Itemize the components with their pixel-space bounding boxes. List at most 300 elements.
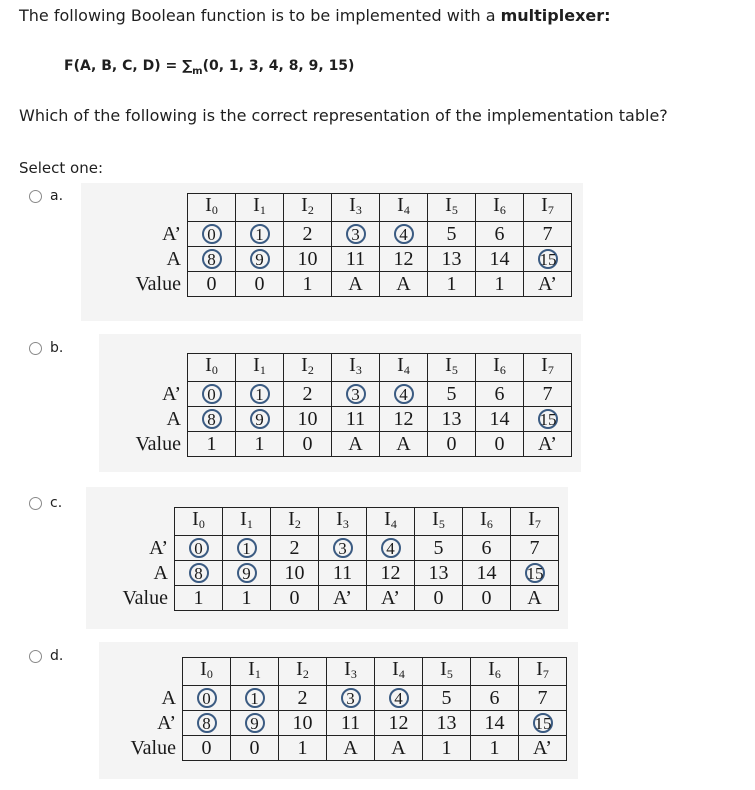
radio-button[interactable] [29,190,42,203]
table-cell [332,247,380,272]
circled-minterm: 4 [389,688,409,708]
implementation-table [107,193,572,297]
circled-minterm: 9 [250,409,270,429]
header-index: 1 [259,363,266,377]
row-label: Value [130,737,176,759]
table-cell [519,711,567,736]
table-cell [279,711,327,736]
table-cell [284,247,332,272]
table-cell [319,586,367,611]
column-header [188,354,236,382]
header-letter: I [384,508,391,530]
column-header [332,194,380,222]
table-cell [476,407,524,432]
function-lhs: F(A, B, C, D) = ∑ [64,58,193,74]
header-letter: I [445,194,452,216]
header-index: 7 [542,667,549,681]
cell-value: 1 [441,737,452,759]
table-cell [423,711,471,736]
table-cell [327,736,375,761]
cell-value: 0 [254,273,265,295]
header-letter: I [205,354,212,376]
column-header [236,194,284,222]
circled-minterm: 8 [197,713,217,733]
table-cell [332,432,380,457]
row-label: A [166,248,181,270]
cell-value: 1 [446,273,457,295]
column-header [471,658,519,686]
header-index: 0 [211,203,218,217]
cell-value: A [391,737,406,759]
row-label: A’ [162,383,181,405]
header-letter: I [493,194,500,216]
table-cell [524,382,572,407]
header-letter: I [536,658,543,680]
header-letter: I [240,508,247,530]
table-cell [319,561,367,586]
column-header [524,354,572,382]
cell-value: A [343,737,358,759]
implementation-table [94,507,559,611]
header-letter: I [336,508,343,530]
header-letter: I [301,354,308,376]
header-letter: I [301,194,308,216]
cell-value: 14 [489,248,510,270]
table-cell [524,247,572,272]
cell-value: 10 [297,408,318,430]
header-letter: I [349,194,356,216]
table-cell [380,247,428,272]
column-header [423,658,471,686]
header-letter: I [445,354,452,376]
column-header [188,194,236,222]
cell-value: 6 [494,223,505,245]
column-header [236,354,284,382]
cell-value: 12 [380,562,401,584]
header-index: 6 [499,363,506,377]
table-cell [175,561,223,586]
cell-value: 12 [388,712,409,734]
header-letter: I [192,508,199,530]
cell-value: 10 [297,248,318,270]
value-row [102,736,567,761]
header-index: 0 [211,363,218,377]
table-cell [332,382,380,407]
table-cell [476,382,524,407]
header-index: 5 [438,517,445,531]
table-cell [231,711,279,736]
cell-value: 14 [476,562,497,584]
header-index: 0 [198,517,205,531]
cell-value: 0 [201,737,212,759]
circled-minterm: 15 [539,410,557,429]
header-letter: I [541,354,548,376]
boolean-function [64,58,354,77]
cell-value: 7 [542,223,553,245]
header-row [107,194,572,222]
column-header [284,194,332,222]
table-cell [511,561,559,586]
option-a[interactable] [29,188,63,204]
circled-minterm: 3 [346,384,366,404]
table-cell [188,407,236,432]
header-letter: I [397,194,404,216]
table-cell [231,686,279,711]
table-cell [471,686,519,711]
function-subscript: m [192,65,203,77]
cell-value: 13 [436,712,457,734]
table-cell [519,686,567,711]
table-cell [428,432,476,457]
cell-value: 2 [297,687,308,709]
table-cell [463,586,511,611]
minterm-row-2 [107,247,572,272]
header-index: 6 [494,667,501,681]
header-letter: I [205,194,212,216]
minterm-row-1 [102,686,567,711]
table-cell [367,586,415,611]
cell-value: 6 [494,383,505,405]
column-header [428,354,476,382]
row-label: A’ [162,223,181,245]
column-header [380,194,428,222]
table-cell [223,586,271,611]
circled-minterm: 9 [250,249,270,269]
option-letter: b. [50,340,64,356]
column-header [524,194,572,222]
cell-value: A [396,433,411,455]
cell-value: 0 [433,587,444,609]
header-index: 5 [451,203,458,217]
table-cell [332,407,380,432]
radio-button[interactable] [29,650,42,663]
table-cell [188,222,236,247]
column-header [175,508,223,536]
table-cell [428,407,476,432]
table-cell [332,272,380,297]
column-header [319,508,367,536]
cell-value: 13 [441,248,462,270]
header-index: 6 [499,203,506,217]
circled-minterm: 9 [245,713,265,733]
table-cell [524,432,572,457]
header-index: 3 [355,203,362,217]
table-cell [175,536,223,561]
header-index: 0 [206,667,213,681]
table-cell [367,561,415,586]
cell-value: 12 [393,408,414,430]
table-cell [236,382,284,407]
radio-button[interactable] [29,497,42,510]
header-index: 2 [302,667,309,681]
cell-value: A’ [381,587,400,609]
cell-value: 6 [481,537,492,559]
column-header [271,508,319,536]
cell-value: 13 [441,408,462,430]
minterm-row-2 [94,561,559,586]
table-cell [476,222,524,247]
cell-value: 11 [345,248,366,270]
minterm-row-1 [94,536,559,561]
header-index: 3 [342,517,349,531]
circled-minterm: 8 [202,249,222,269]
header-index: 3 [350,667,357,681]
value-row [107,272,572,297]
table-cell [236,432,284,457]
cell-value: 12 [393,248,414,270]
table-cell [476,432,524,457]
header-row [94,508,559,536]
table-cell [284,407,332,432]
cell-value: 7 [529,537,540,559]
cell-value: 1 [302,273,313,295]
column-header [428,194,476,222]
circled-minterm: 1 [245,688,265,708]
header-letter: I [480,508,487,530]
table-cell [375,686,423,711]
table-cell [231,736,279,761]
cell-value: 10 [292,712,313,734]
cell-value: A’ [538,273,557,295]
header-letter: I [440,658,447,680]
table-cell [415,536,463,561]
circled-minterm: 0 [202,384,222,404]
cell-value: 0 [289,587,300,609]
table-cell [188,272,236,297]
option-c[interactable] [29,495,62,511]
column-header [375,658,423,686]
table-cell [284,382,332,407]
cell-value: 1 [489,737,500,759]
row-label: A’ [149,537,168,559]
column-header [223,508,271,536]
implementation-table [102,657,567,761]
question-text [19,6,611,25]
table-cell [279,686,327,711]
cell-value: 2 [302,223,313,245]
circled-minterm: 15 [534,714,552,733]
cell-value: A [396,273,411,295]
circled-minterm: 15 [526,564,544,583]
table-cell [471,736,519,761]
circled-minterm: 9 [237,563,257,583]
table-cell [327,711,375,736]
header-letter: I [349,354,356,376]
row-label: A’ [157,712,176,734]
function-rhs: (0, 1, 3, 4, 8, 9, 15) [202,58,355,74]
header-letter: I [392,658,399,680]
cell-value: 7 [542,383,553,405]
table-cell [175,586,223,611]
table-cell [319,536,367,561]
table-cell [524,272,572,297]
cell-value: 5 [433,537,444,559]
column-header [463,508,511,536]
circled-minterm: 1 [237,538,257,558]
table-cell [428,247,476,272]
table-cell [236,407,284,432]
minterm-row-1 [107,382,572,407]
cell-value: 1 [206,433,217,455]
column-header [380,354,428,382]
cell-value: A [348,433,363,455]
header-index: 7 [547,203,554,217]
header-letter: I [541,194,548,216]
table-cell [380,272,428,297]
header-letter: I [253,354,260,376]
table-cell [511,586,559,611]
cell-value: 14 [489,408,510,430]
cell-value: 1 [494,273,505,295]
circled-minterm: 8 [189,563,209,583]
circled-minterm: 1 [250,224,270,244]
circled-minterm: 0 [202,224,222,244]
cell-value: 0 [481,587,492,609]
cell-value: A [348,273,363,295]
column-header [367,508,415,536]
column-header [332,354,380,382]
cell-value: A’ [333,587,352,609]
cell-value: 2 [289,537,300,559]
circled-minterm: 8 [202,409,222,429]
table-cell [284,272,332,297]
header-letter: I [528,508,535,530]
header-index: 4 [398,667,405,681]
table-cell [188,247,236,272]
table-cell [271,561,319,586]
circled-minterm: 1 [250,384,270,404]
header-index: 2 [307,203,314,217]
circled-minterm: 3 [333,538,353,558]
header-row [102,658,567,686]
header-letter: I [288,508,295,530]
table-cell [415,561,463,586]
cell-value: 7 [537,687,548,709]
empty-cell [107,354,188,382]
table-cell [428,222,476,247]
table-cell [284,432,332,457]
column-header [415,508,463,536]
cell-value: 11 [332,562,353,584]
header-letter: I [432,508,439,530]
table-cell [380,407,428,432]
table-cell [284,222,332,247]
column-header [279,658,327,686]
table-cell [236,222,284,247]
cell-value: 2 [302,383,313,405]
circled-minterm: 4 [381,538,401,558]
value-row [94,586,559,611]
empty-cell [102,658,183,686]
question-prefix: The following Boolean function is to be implemented with a [19,6,501,25]
header-index: 4 [403,363,410,377]
header-letter: I [488,658,495,680]
table-cell [428,272,476,297]
table-cell [375,736,423,761]
cell-value: 14 [484,712,505,734]
table-cell [375,711,423,736]
column-header [183,658,231,686]
cell-value: 0 [494,433,505,455]
table-cell [476,272,524,297]
column-header [511,508,559,536]
cell-value: 5 [446,383,457,405]
header-index: 4 [403,203,410,217]
table-cell [327,686,375,711]
header-index: 6 [486,517,493,531]
header-index: 7 [547,363,554,377]
circled-minterm: 4 [394,384,414,404]
table-cell [223,561,271,586]
value-row [107,432,572,457]
row-label: Value [135,433,181,455]
table-cell [279,736,327,761]
row-label: A [153,562,168,584]
header-index: 4 [390,517,397,531]
header-row [107,354,572,382]
table-cell [423,736,471,761]
table-cell [236,272,284,297]
table-cell [471,711,519,736]
header-index: 2 [294,517,301,531]
column-header [519,658,567,686]
table-cell [183,736,231,761]
radio-button[interactable] [29,342,42,355]
table-cell [511,536,559,561]
row-label: A [166,408,181,430]
table-cell [463,536,511,561]
cell-value: A [527,587,542,609]
option-b[interactable] [29,340,63,356]
table-cell [423,686,471,711]
header-index: 5 [446,667,453,681]
empty-cell [107,194,188,222]
header-letter: I [296,658,303,680]
table-cell [428,382,476,407]
column-header [476,354,524,382]
circled-minterm: 3 [341,688,361,708]
table-cell [188,432,236,457]
header-index: 2 [307,363,314,377]
cell-value: 1 [241,587,252,609]
header-letter: I [200,658,207,680]
table-cell [476,247,524,272]
cell-value: 10 [284,562,305,584]
header-letter: I [397,354,404,376]
row-label: Value [122,587,168,609]
implementation-table [107,353,572,457]
cell-value: 11 [340,712,361,734]
header-index: 3 [355,363,362,377]
table-cell [271,536,319,561]
cell-value: A’ [538,433,557,455]
circled-minterm: 15 [539,250,557,269]
cell-value: 0 [446,433,457,455]
table-cell [332,222,380,247]
table-cell [380,222,428,247]
cell-value: 1 [297,737,308,759]
row-label: A [161,687,176,709]
header-letter: I [248,658,255,680]
table-cell [415,586,463,611]
table-cell [524,222,572,247]
table-cell [524,407,572,432]
cell-value: 11 [345,408,366,430]
option-d[interactable] [29,648,63,664]
header-letter: I [253,194,260,216]
circled-minterm: 4 [394,224,414,244]
cell-value: 1 [254,433,265,455]
